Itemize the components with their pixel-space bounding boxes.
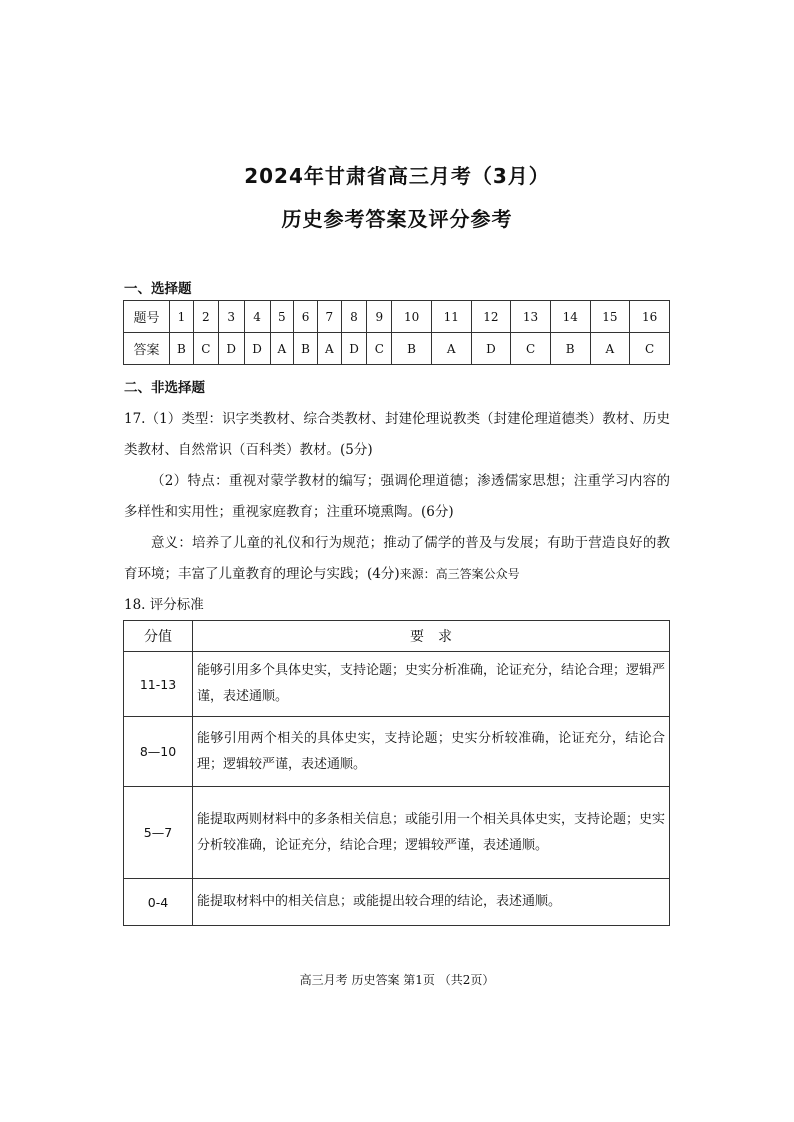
header-requirement: 要 求 [193,621,670,652]
answer-cell: C [511,333,551,365]
answer-table [123,300,670,365]
question-number: 11 [431,301,471,333]
answer-cell: B [170,333,194,365]
answer-cell: C [630,333,670,365]
question-number: 5 [270,301,294,333]
question-number: 15 [590,301,630,333]
question-number: 6 [294,301,318,333]
question-number: 2 [193,301,218,333]
table-row [124,879,670,926]
answer-cell: C [193,333,218,365]
answer-cell: D [218,333,244,365]
answer-cell: D [341,333,367,365]
question-number: 7 [318,301,342,333]
answer-cell: B [392,333,432,365]
section-essay-heading: 二、非选择题 [124,380,205,396]
answer-cell: A [431,333,471,365]
answer-cell: A [590,333,630,365]
q17-part1: 17.（1）类型：识字类教材、综合类教材、封建伦理说教类（封建伦理道德类）教材、历史类教材、自然常识（百科类）教材。(5分) [124,411,670,458]
score-value: 8—10 [124,717,193,787]
question-number: 3 [218,301,244,333]
page-title: 2024年甘肃省高三月考（3月） [244,164,550,188]
answer-cell: A [318,333,342,365]
table-row [124,787,670,879]
page-footer: 高三月考 历史答案 第1页 （共2页） [299,973,495,987]
question-number: 10 [392,301,432,333]
row-label-answer: 答案 [124,333,170,365]
question-number: 4 [244,301,270,333]
score-value: 5—7 [124,787,193,879]
requirement-text: 能提取材料中的相关信息；或能提出较合理的结论，表述通顺。 [193,879,670,926]
row-label-number: 题号 [124,301,170,333]
question-number: 14 [550,301,590,333]
scoring-table [123,620,670,926]
question-number: 16 [630,301,670,333]
scoring-header-row [124,621,670,652]
question-number: 8 [341,301,367,333]
page-subtitle: 历史参考答案及评分参考 [281,207,513,231]
question-number: 12 [471,301,511,333]
q17-part2: （2）特点：重视对蒙学教材的编写；强调伦理道德；渗透儒家思想；注重学习内容的多样性和实用性；重视家庭教育；注重环境熏陶。(6分) [124,473,670,520]
source-note: 来源：高三答案公众号 [399,567,520,581]
q17-significance [124,528,670,590]
requirement-text: 能提取两则材料中的多条相关信息；或能引用一个相关具体史实，支持论题；史实分析较准确，论证充分，结论合理；逻辑较严谨，表述通顺。 [193,787,670,879]
q18-label: 18. 评分标准 [124,597,204,613]
header-score: 分值 [124,621,193,652]
score-value: 0-4 [124,879,193,926]
requirement-text: 能够引用两个相关的具体史实，支持论题；史实分析较准确，论证充分，结论合理；逻辑较严谨，表述通顺。 [193,717,670,787]
question-number: 9 [367,301,392,333]
question-number-row [124,301,670,333]
question-number: 1 [170,301,194,333]
answer-cell: A [270,333,294,365]
table-row [124,717,670,787]
answer-cell: D [471,333,511,365]
answer-cell: B [294,333,318,365]
question-number: 13 [511,301,551,333]
requirement-text: 能够引用多个具体史实，支持论题；史实分析准确，论证充分，结论合理；逻辑严谨，表述通顺。 [193,652,670,717]
answer-cell: B [550,333,590,365]
answer-cell: C [367,333,392,365]
score-value: 11-13 [124,652,193,717]
section-choice-heading: 一、选择题 [124,281,192,297]
answer-row [124,333,670,365]
table-row [124,652,670,717]
answer-cell: D [244,333,270,365]
q17-significance-text: 意义：培养了儿童的礼仪和行为规范；推动了儒学的普及与发展；有助于营造良好的教育环境；丰富了儿童教育的理论与实践；(4分) [124,535,670,582]
